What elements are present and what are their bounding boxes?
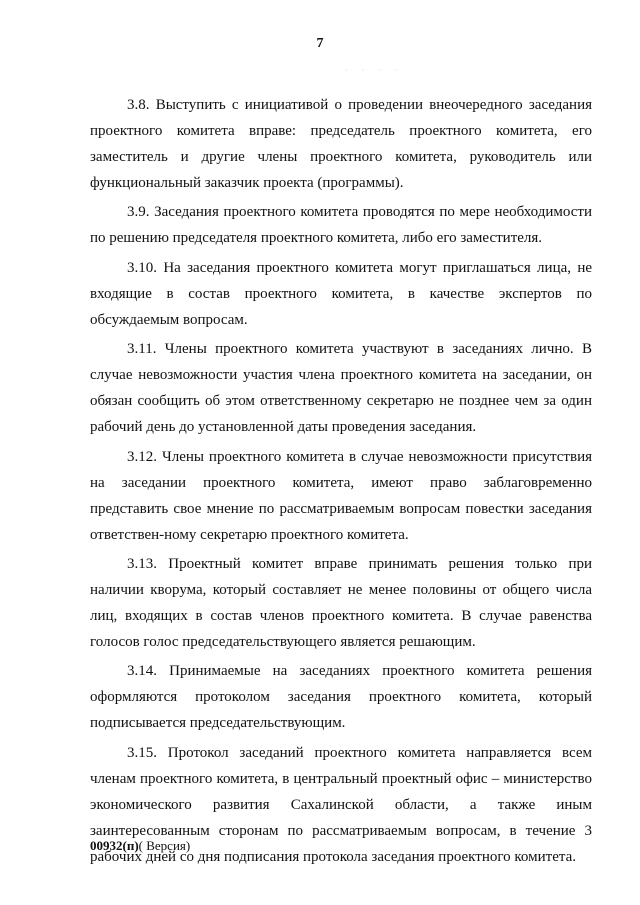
- paragraph-3-12: 3.12. Члены проектного комитета в случае невозможности присутствия на заседании проектного комитета, имеют право заблаговременно представить свое мнение по рассматриваемым вопросам повестки заседания ответствен-ному секретарю проектного комитета.: [90, 448, 592, 543]
- document-code: [90, 838, 190, 854]
- paragraph-3-13: 3.13. Проектный комитет вправе принимать решения только при наличии кворума, который составляет не менее половины от общего числа лиц, входящих в состав членов проектного комитета. В случае равенства голосов голос председательствующего является решающим.: [90, 555, 592, 650]
- document-version: ( Версия): [138, 838, 191, 853]
- document-body: [90, 92, 592, 873]
- paragraph-3-15: 3.15. Протокол заседаний проектного комитета направляется всем членам проектного комитета, в центральный проектный офис – министерство экономического развития Сахалинской области, а также иным заинтересованным сторонам по рассматриваемым вопросам, в течение 3 рабочих дней со дня подписания протокола заседания проектного комитета.: [90, 744, 592, 865]
- document-code-number: 00932(п): [90, 838, 139, 853]
- paragraph-3-10: 3.10. На заседания проектного комитета могут приглашаться лица, не входящие в состав проектного комитета, в качестве экспертов по обсуждаемым вопросам.: [90, 259, 592, 328]
- paragraph-3-9: 3.9. Заседания проектного комитета проводятся по мере необходимости по решению председателя проектного комитета, либо его заместителя.: [90, 204, 592, 247]
- page-number: 7: [316, 36, 324, 51]
- paragraph-3-14: 3.14. Принимаемые на заседаниях проектного комитета решения оформляются протоколом заседания проектного комитета, который подписывается председательствующим.: [90, 663, 592, 732]
- scan-artifact: · · · ·: [345, 66, 404, 75]
- paragraph-3-8: 3.8. Выступить с инициативой о проведении внеочередного заседания проектного комитета вправе: председатель проектного комитета, его заместитель и другие члены проектного комитета, руководитель или функциональный заказчик проекта (программы).: [90, 97, 592, 191]
- paragraph-3-11: 3.11. Члены проектного комитета участвуют в заседаниях лично. В случае невозможности участия члена проектного комитета на заседании, он обязан сообщить об этом ответственному секретарю не позднее чем за один рабочий день до установленной даты проведения заседания.: [90, 341, 592, 436]
